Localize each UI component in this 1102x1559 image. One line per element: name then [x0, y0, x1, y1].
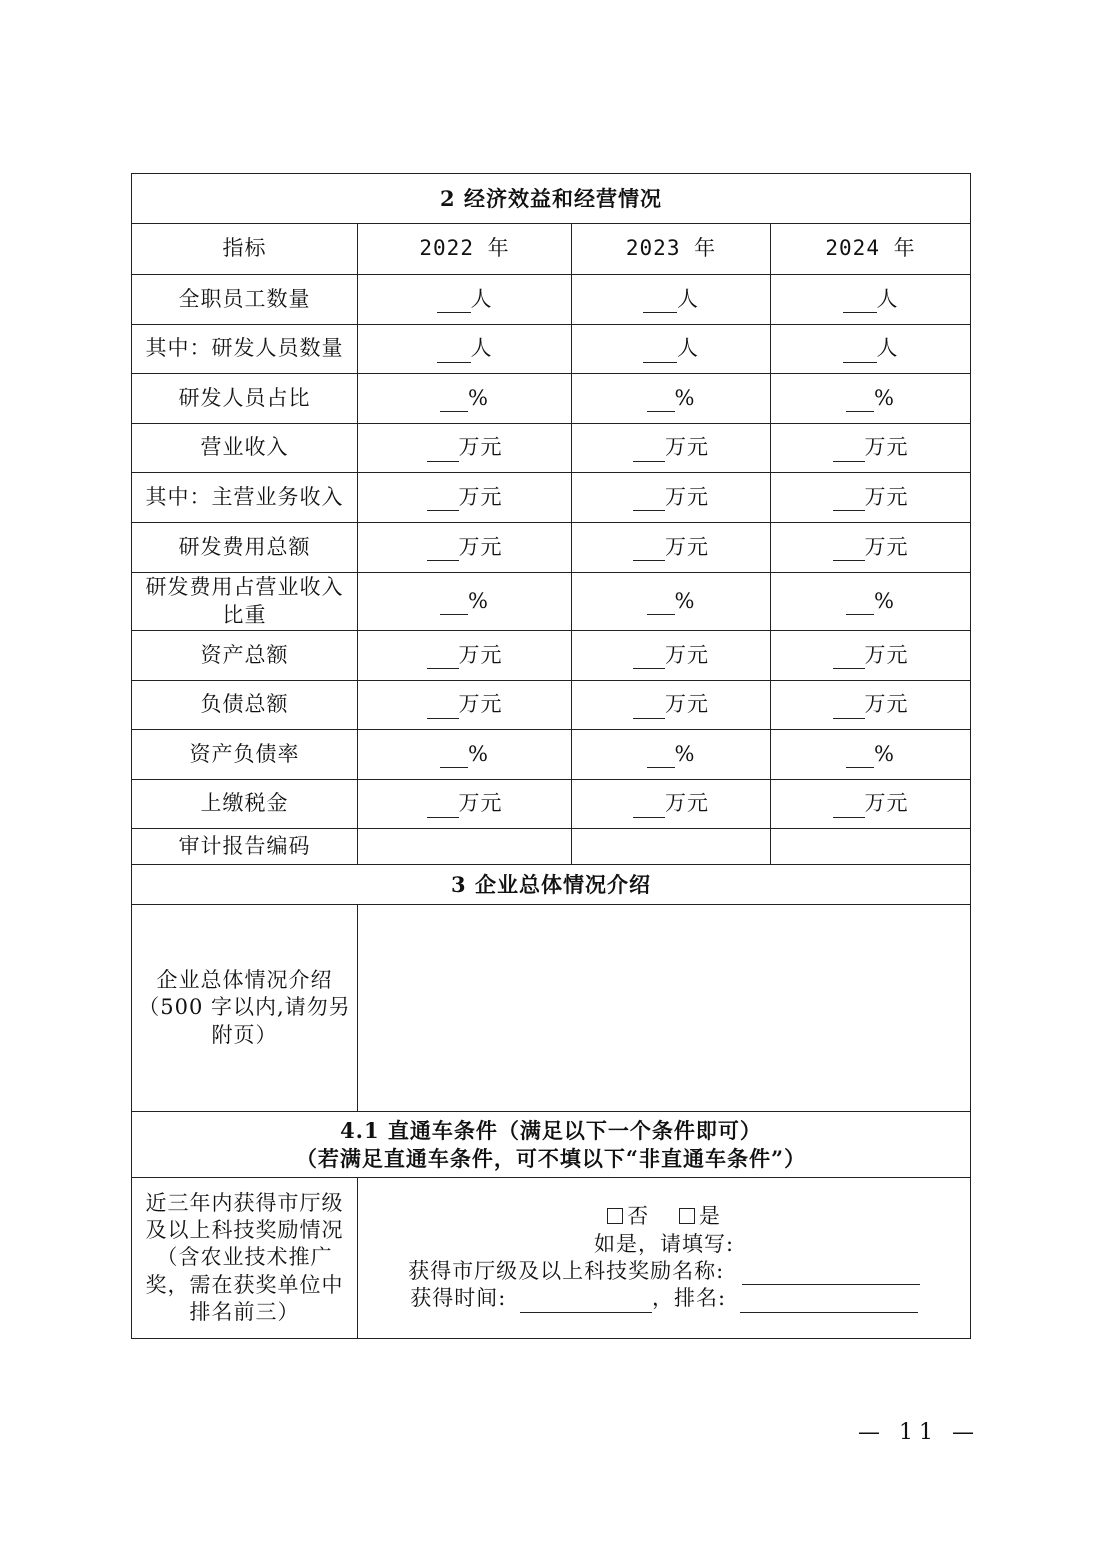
value-2024-field[interactable]: % [771, 730, 971, 780]
value-2022-field[interactable]: 人 [358, 275, 572, 325]
award-name-label: 获得市厅级及以上科技奖励名称: [408, 1259, 725, 1283]
table-row [132, 473, 971, 523]
page-number: — 11 — [858, 1420, 980, 1445]
table-row [132, 275, 971, 325]
value-2022-field[interactable]: 万元 [358, 424, 572, 473]
table-row [132, 681, 971, 730]
rank-label: ，排名: [652, 1286, 727, 1311]
value-2022-field[interactable]: 万元 [358, 780, 572, 829]
value-2022-field[interactable]: 万元 [358, 473, 572, 523]
table-row [132, 523, 971, 573]
row-label: 其中：主营业务收入 [132, 473, 358, 523]
row-label: 全职员工数量 [132, 275, 358, 325]
economic-info-table [131, 173, 971, 1339]
company-intro-field[interactable] [358, 905, 971, 1112]
value-2022-field[interactable]: 万元 [358, 681, 572, 730]
table-row [132, 780, 971, 829]
value-2023-field[interactable]: 万元 [572, 780, 771, 829]
value-2022-field[interactable]: % [358, 374, 572, 424]
value-2024-field[interactable]: 万元 [771, 473, 971, 523]
value-2024-field[interactable]: 万元 [771, 631, 971, 681]
value-2024-field[interactable]: 万元 [771, 780, 971, 829]
value-2023-field[interactable]: 万元 [572, 681, 771, 730]
audit-2022-field[interactable] [358, 829, 572, 865]
value-2023-field[interactable]: 万元 [572, 473, 771, 523]
value-2023-field[interactable]: 人 [572, 325, 771, 374]
table-row [132, 573, 971, 631]
award-time-field[interactable] [520, 1289, 652, 1313]
header-2024: 2024 年 [771, 224, 971, 275]
row-label: 上缴税金 [132, 780, 358, 829]
table-row [132, 374, 971, 424]
value-2023-field[interactable]: 万元 [572, 631, 771, 681]
value-2023-field[interactable]: % [572, 374, 771, 424]
row-label: 研发费用总额 [132, 523, 358, 573]
section-4-1-title: 4.1 直通车条件（满足以下一个条件即可） （若满足直通车条件，可不填以下“非直通车条件”） [132, 1112, 971, 1178]
row-label: 营业收入 [132, 424, 358, 473]
audit-report-label: 审计报告编码 [132, 829, 358, 865]
table-row [132, 424, 971, 473]
table-row [132, 631, 971, 681]
table-row [132, 730, 971, 780]
checkbox-no[interactable] [607, 1208, 623, 1224]
option-yes[interactable]: 是 [679, 1204, 721, 1228]
value-2022-field[interactable]: 人 [358, 325, 572, 374]
header-indicator: 指标 [132, 224, 358, 275]
value-2023-field[interactable]: 万元 [572, 523, 771, 573]
value-2024-field[interactable]: 万元 [771, 681, 971, 730]
award-time-label: 获得时间: [410, 1286, 507, 1311]
value-2022-field[interactable]: 万元 [358, 631, 572, 681]
row-label: 研发人员占比 [132, 374, 358, 424]
value-2023-field[interactable]: 人 [572, 275, 771, 325]
rank-field[interactable] [740, 1289, 918, 1313]
value-2024-field[interactable]: 人 [771, 325, 971, 374]
value-2023-field[interactable]: 万元 [572, 424, 771, 473]
value-2024-field[interactable]: 人 [771, 275, 971, 325]
award-condition-label: 近三年内获得市厅级 及以上科技奖励情况 （含农业技术推广 奖，需在获奖单位中 排名前三） [132, 1178, 358, 1339]
header-row [132, 224, 971, 275]
value-2024-field[interactable]: % [771, 374, 971, 424]
header-2022: 2022 年 [358, 224, 572, 275]
if-yes-text: 如是，请填写: [593, 1231, 735, 1256]
row-label: 资产负债率 [132, 730, 358, 780]
row-label: 其中：研发人员数量 [132, 325, 358, 374]
header-2023: 2023 年 [572, 224, 771, 275]
value-2022-field[interactable]: 万元 [358, 523, 572, 573]
option-no[interactable]: 否 [607, 1204, 649, 1228]
award-name-field[interactable] [742, 1261, 920, 1285]
value-2024-field[interactable]: 万元 [771, 424, 971, 473]
value-2022-field[interactable]: % [358, 573, 572, 631]
value-2023-field[interactable]: % [572, 730, 771, 780]
award-info-cell [358, 1178, 971, 1339]
section-3-title: 3 企业总体情况介绍 [132, 865, 971, 905]
table-row [132, 325, 971, 374]
row-label: 资产总额 [132, 631, 358, 681]
checkbox-yes[interactable] [679, 1208, 695, 1224]
value-2023-field[interactable]: % [572, 573, 771, 631]
value-2024-field[interactable]: % [771, 573, 971, 631]
row-label: 负债总额 [132, 681, 358, 730]
section-2-title: 2 经济效益和经营情况 [132, 174, 971, 224]
audit-report-row [132, 829, 971, 865]
value-2022-field[interactable]: % [358, 730, 572, 780]
row-label: 研发费用占营业收入比重 [132, 573, 358, 631]
audit-2024-field[interactable] [771, 829, 971, 865]
audit-2023-field[interactable] [572, 829, 771, 865]
value-2024-field[interactable]: 万元 [771, 523, 971, 573]
company-intro-label: 企业总体情况介绍 （500 字以内,请勿另 附页） [132, 905, 358, 1112]
